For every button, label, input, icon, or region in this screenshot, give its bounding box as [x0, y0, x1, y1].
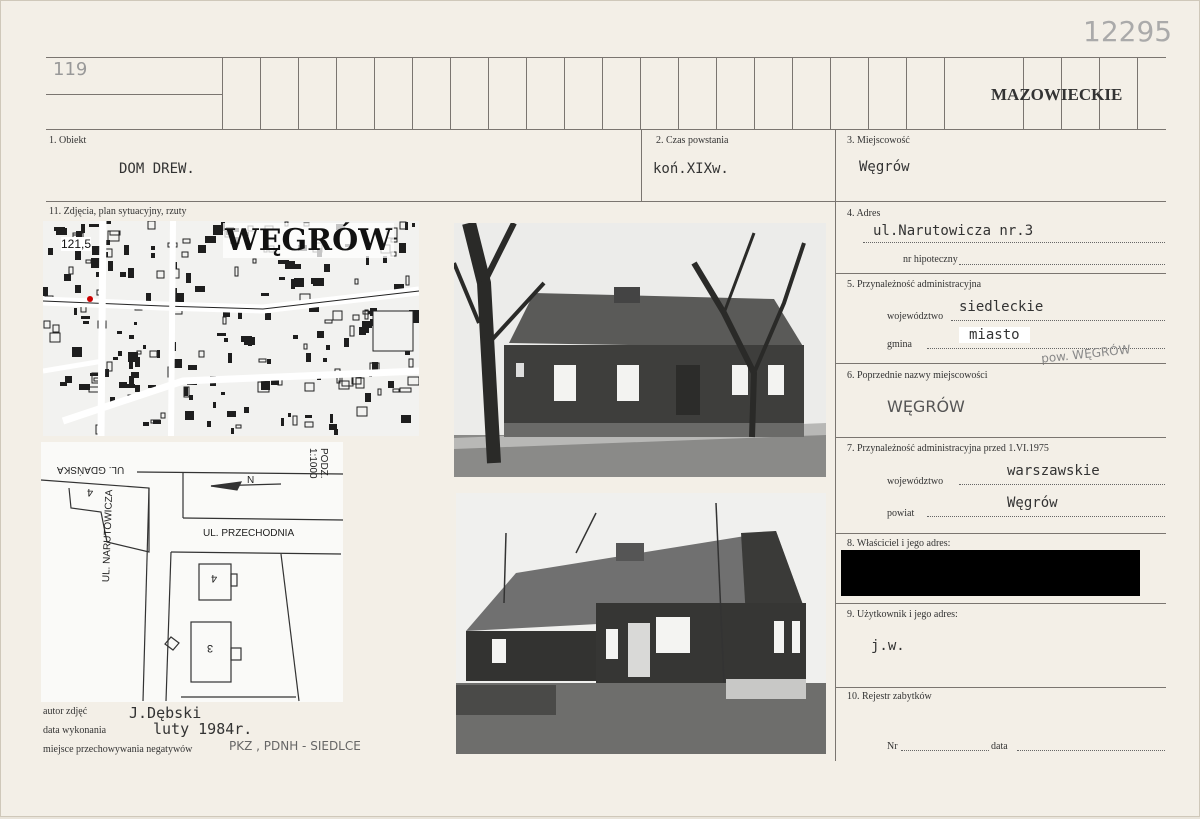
map-building — [43, 287, 48, 296]
map-building — [198, 245, 206, 253]
map-building — [231, 428, 234, 434]
header-column-rule — [374, 57, 375, 129]
map-building — [288, 413, 291, 417]
street-przechodnia: UL. PRZECHODNIA — [203, 528, 295, 539]
map-building — [120, 272, 126, 277]
redacted-owner — [841, 550, 1140, 596]
header-column-rule — [412, 57, 413, 129]
map-building — [217, 333, 226, 336]
map-building — [185, 411, 194, 420]
plan-scale: PODZ. 1:1000 — [307, 448, 329, 479]
street-gdanska: UL. GDAŃSKA — [57, 464, 125, 475]
map-building — [124, 245, 129, 255]
map-building — [48, 248, 53, 255]
map-building — [143, 422, 149, 426]
map-building — [317, 331, 324, 338]
map-building — [79, 384, 90, 390]
lot-a: 4 — [87, 486, 94, 498]
north-arrow: N — [247, 475, 255, 486]
miejsce-value: PKZ , PDNH - SIEDLCE — [229, 739, 361, 753]
map-building — [189, 395, 193, 400]
map-building — [290, 264, 301, 269]
map-building — [324, 264, 330, 272]
map-building — [207, 421, 211, 427]
map-building — [188, 365, 197, 370]
miejscowosc-value: Węgrów — [859, 159, 910, 175]
map-building — [293, 335, 298, 339]
map-building — [399, 243, 406, 253]
woj-label: województwo — [887, 311, 944, 322]
header-column-rule — [906, 57, 907, 129]
header-column-rule — [602, 57, 603, 129]
data-value: luty 1984r. — [153, 720, 253, 738]
obiekt-label: 1. Obiekt — [49, 135, 87, 146]
header-column-rule — [754, 57, 755, 129]
map-building — [113, 357, 118, 360]
header-column-rule — [678, 57, 679, 129]
map-building — [81, 224, 85, 233]
powiat-value: Węgrów — [1007, 495, 1058, 511]
autor-label: autor zdjęć — [43, 706, 88, 717]
czas-label: 2. Czas powstania — [656, 135, 729, 146]
autor-value: J.Dębski — [129, 704, 202, 722]
map-building — [81, 316, 90, 319]
wlasciciel-label: 8. Właściciel i jego adres: — [847, 538, 951, 549]
map-building — [143, 345, 146, 349]
header-column-rule — [944, 57, 945, 129]
map-building — [151, 246, 155, 250]
map-building — [278, 260, 289, 264]
map-building — [134, 322, 137, 325]
header-column-rule — [222, 57, 223, 129]
map-building — [118, 351, 122, 356]
powiat-label: powiat — [887, 508, 915, 519]
street-narutowicza: UL. NARUTOWICZA — [101, 489, 116, 583]
header-column-rule — [564, 57, 565, 129]
map-building — [405, 351, 410, 355]
map-building — [184, 387, 188, 396]
map-building — [244, 337, 255, 345]
map-building — [244, 407, 249, 413]
map-building — [265, 313, 271, 320]
header-column-rule — [868, 57, 869, 129]
poprzednie-value: WĘGRÓW — [887, 397, 965, 416]
map-building — [126, 384, 135, 388]
map-building — [129, 335, 134, 339]
map-building — [401, 415, 411, 423]
map-title: WĘGRÓW — [225, 223, 392, 258]
adres-value: ul.Narutowicza nr.3 — [873, 223, 1034, 239]
map-building — [224, 338, 228, 342]
map-building — [228, 353, 232, 363]
map-building — [412, 223, 415, 227]
city-map — [43, 221, 419, 436]
map-building — [129, 362, 133, 369]
map-building — [135, 357, 140, 367]
photo-front — [454, 223, 826, 477]
map-building — [135, 385, 140, 392]
catalog-number: 12295 — [1083, 15, 1173, 48]
header-column-rule — [298, 57, 299, 129]
map-building — [117, 331, 122, 334]
map-building — [74, 308, 77, 315]
map-building — [365, 393, 371, 402]
map-building — [261, 381, 270, 390]
woj-przed-value: warszawskie — [1007, 463, 1100, 479]
header-column-rule — [336, 57, 337, 129]
przynaleznosc-label: 5. Przynależność administracyjna — [847, 279, 982, 290]
map-building — [174, 359, 182, 368]
rejestr-data-label: data — [991, 741, 1008, 752]
map-building — [89, 224, 99, 227]
map-building — [56, 228, 67, 235]
map-building — [279, 277, 285, 280]
map-building — [151, 253, 155, 258]
map-building — [362, 321, 372, 328]
header-column-rule — [260, 57, 261, 129]
czas-value: koń.XIXw. — [653, 161, 729, 177]
map-building — [267, 359, 271, 364]
map-building — [213, 402, 216, 408]
map-building — [119, 382, 127, 388]
rejestr-nr-label: Nr — [887, 741, 898, 752]
map-building — [281, 418, 284, 426]
lot-b: 4 — [211, 572, 218, 584]
adres-label: 4. Adres — [847, 208, 881, 219]
miejsce-label: miejsce przechowywania negatywów — [43, 744, 193, 755]
gmina-value: miasto — [959, 327, 1030, 343]
map-building — [72, 347, 82, 357]
map-building — [329, 424, 337, 430]
map-building — [60, 382, 67, 386]
map-building — [261, 293, 269, 296]
data-label: data wykonania — [43, 725, 107, 736]
map-building — [83, 321, 89, 324]
map-building — [359, 331, 366, 335]
woj-value: siedleckie — [959, 299, 1044, 315]
woj-przed-label: województwo — [887, 476, 944, 487]
gmina-label: gmina — [887, 339, 912, 350]
map-building — [227, 411, 236, 417]
zdjecia-label: 11. Zdjęcia, plan sytuacyjny, rzuty — [49, 206, 187, 217]
map-building — [344, 338, 349, 347]
map-building — [311, 278, 322, 284]
map-building — [146, 293, 151, 301]
map-building — [186, 273, 191, 283]
map-building — [330, 414, 333, 423]
map-building — [221, 392, 225, 395]
photo-side — [456, 493, 826, 754]
rejestr-label: 10. Rejestr zabytków — [847, 691, 932, 702]
plan-svg — [41, 442, 343, 702]
header-column-rule — [830, 57, 831, 129]
uzytkownik-value: j.w. — [871, 638, 905, 654]
region-stamp: MAZOWIECKIE — [991, 85, 1123, 104]
map-building — [306, 353, 311, 362]
lot-c: 3 — [207, 642, 214, 654]
map-building — [195, 286, 205, 292]
site-plan — [41, 442, 343, 702]
map-building — [294, 278, 304, 287]
header-column-rule — [488, 57, 489, 129]
header-column-rule — [792, 57, 793, 129]
header-column-rule — [716, 57, 717, 129]
poprzednie-label: 6. Poprzednie nazwy miejscowości — [847, 370, 988, 381]
map-elevation: 121,5 — [61, 237, 92, 251]
header-column-rule — [640, 57, 641, 129]
photo-front-svg — [454, 223, 826, 477]
map-building — [205, 236, 216, 243]
map-building — [305, 415, 312, 418]
map-building — [326, 345, 330, 350]
map-building — [323, 358, 327, 362]
map-building — [131, 372, 139, 378]
miejscowosc-label: 3. Miejscowość — [847, 135, 910, 146]
map-building — [388, 381, 394, 388]
map-building — [65, 376, 72, 383]
map-building — [75, 285, 81, 293]
photo-side-svg — [456, 493, 826, 754]
hipoteczny-label: nr hipoteczny — [903, 254, 958, 265]
map-building — [128, 268, 134, 278]
pow-note: pow. WĘGRÓW — [1040, 342, 1132, 366]
header-column-rule — [1137, 57, 1138, 129]
przed1975-label: 7. Przynależność administracyjna przed 1.VI.1975 — [847, 443, 1049, 454]
map-building — [64, 274, 71, 281]
obiekt-value: DOM DREW. — [119, 161, 195, 177]
header-column-rule — [450, 57, 451, 129]
uzytkownik-label: 9. Użytkownik i jego adres: — [847, 609, 958, 620]
map-building — [108, 261, 113, 271]
index-number: 119 — [53, 59, 88, 80]
header-column-rule — [526, 57, 527, 129]
